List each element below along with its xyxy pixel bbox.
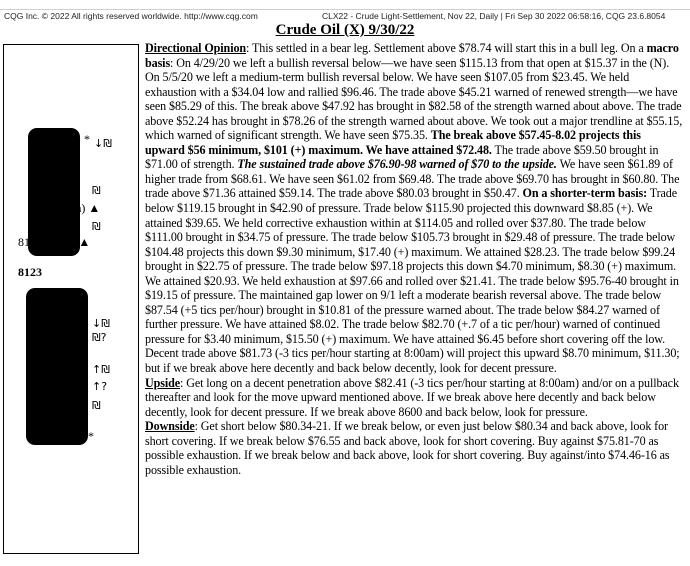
directional-opinion-paragraph: Directional Opinion: This settled in a bear leg. Settlement above $78.74 will start this in a bull leg. On a macro basis: On 4/29/20 we left a bullish reversal below—we have seen $115.13 from that open at $15.37 in the (N). On 5/5/20 we left a medium-term bullish reversal below. We have seen $107.05 from $23.45. We held exhaustion with a $34.04 low and rallied $96.46. The trade above $45.21 warned of renewed strength—we have seen $85.29 of this. The break above $47.92 has brought in $82.58 of the strength warned about above. The trade above $52.24 has brought in $78.26 of the strength warned about above. We took out a major trendline at $55.15, which warned of significant strength. We have seen $75.35. The break above $57.45-8.02 projects this upward $56 minimum, $101 (+) maximum. We have attained $72.48. The trade above $59.50 brought in $71.00 of strength. The sustained trade above $76.90-98 warned of $70 to the upside. We have seen $61.89 of higher trade from $68.61. We have seen $61.02 from $69.48. The trade above $69.70 has brought in $60.80. The trade above $71.36 attained $59.14. The trade above $80.03 brought in $50.47. On a shorter-term basis: Trade below $119.15 brought in $42.90 of pressure. Trade below $115.90 projected this downward $8.85 (+). We attained $39.65. We held corrective exhaustion within at $114.05 and rolled over $37.80. The trade below $111.00 brought in $34.75 of pressure. The trade below $105.73 brought in $29.48 of pressure. The trade below $104.48 projects this down $9.30 minimum, $17.40 (+) maximum. We attained $28.23. The trade below $99.24 brought in $22.75 of pressure. The trade below $97.18 projects this down $4.70 minimum, $8.30 (+) maximum. We attained $20.93. We held exhaustion at $97.66 and rolled over $21.41. The trade below $95.76-40 brought in $19.15 of pressure. The maintained gap lower on 9/1 left a moderate bearish reversal above. The trade below $87.54 (+5 tics per/hour) brought in $10.81 of the pressure warned about. The trade below $84.27 warned of further pressure. We have attained $8.02. The trade below $82.70 (+.7 of a tic per/hour) warned of continued pressure for $3.40 minimum, $15.50 (+) maximum. We have attained $6.45 before short covering off the low. Decent trade above $81.73 (-3 tics per/hour starting at 8:00am) will project this upward $8.70 minimum, $11.30; but if we break above here decently and back below decently, look for decent pressure. [145, 41, 683, 376]
sustained-trade-warning: The sustained trade above $76.90-98 warned of $70 to the upside. [237, 157, 557, 172]
commentary-body [145, 41, 683, 477]
up-arrow-symbol: ↑₪ [92, 363, 110, 376]
upside-heading: Upside [145, 375, 181, 390]
asterisk-marker-bottom: * [88, 429, 94, 443]
page-title: Crude Oil (X) 9/30/22 [275, 22, 415, 38]
symbol-marker-c: ₪ [92, 399, 101, 412]
copyright-text: CQG Inc. © 2022 All rights reserved worldwide. http://www.cqg.com [4, 11, 258, 21]
downside-heading: Downside [145, 419, 195, 434]
level-8123-label: 8123 [18, 265, 42, 279]
symbol-marker-b: ₪ [92, 220, 101, 233]
redaction-block-bottom [26, 288, 88, 445]
breakout-projection-text: The break above $57.45-8.02 projects this upward $56 minimum, $101 (+) maximum. We have attained $72.48. [145, 128, 641, 157]
chart-info-text: CLX22 - Crude Light-Settlement, Nov 22, Daily | Fri Sep 30 2022 06:58:16, CQG 23.6.8054 [322, 11, 666, 21]
ph-level-label: p/h) ▲ [66, 201, 101, 215]
level-8175-label: 8175(-3p/h) ▲ [18, 235, 91, 249]
chart-levels-panel [3, 44, 139, 554]
up-question-symbol: ↑? [92, 380, 108, 393]
question-symbol: ₪? [92, 331, 107, 344]
upside-paragraph: Upside: Get long on a decent penetration above $82.41 (-3 tics per/hour starting at 8:00am) and/or on a pullback thereafter and look for the move upward mentioned above. If we break above here decently and back below decently, look for decent pressure. If we break above 8600 and back below, look for pressure. [145, 375, 679, 419]
shorter-term-label: On a shorter-term basis: [522, 186, 647, 201]
down-arrow-symbol: ↓₪ [94, 137, 112, 150]
directional-opinion-heading: Directional Opinion [145, 41, 247, 55]
downside-paragraph: Downside: Get short below $80.34-21. If we break below, or even just below $80.34 and back above, look for short covering. If we break below $76.55 and back above, look for short covering. Buy against $75.81-70 as possible exhaustion. If we break below and back above, look for short covering. Buy against/into $74.46-16 as possible exhaustion. [145, 419, 670, 477]
asterisk-marker-top: * [84, 132, 90, 146]
window-top-strip [0, 0, 690, 10]
down-arrow-symbol-2: ↓₪ [92, 317, 110, 330]
symbol-marker-a: ₪ [92, 184, 101, 197]
macro-basis-label: macro basis [145, 41, 679, 70]
